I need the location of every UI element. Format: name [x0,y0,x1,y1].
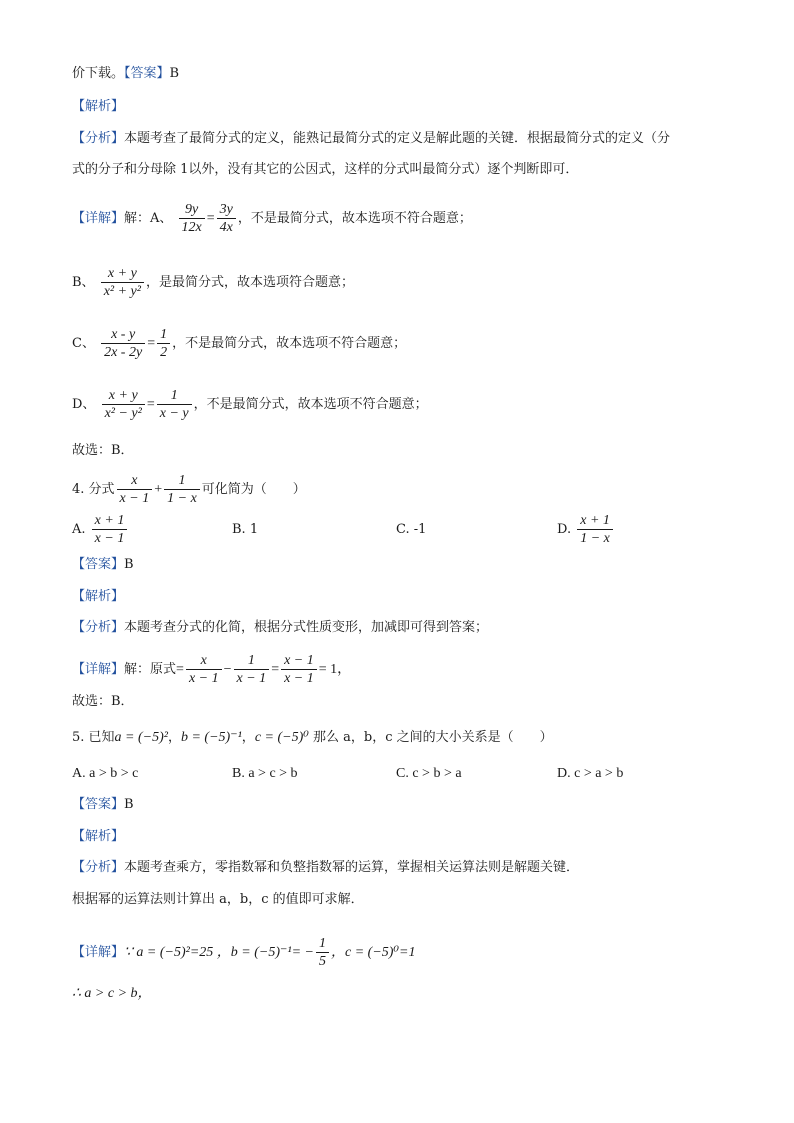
answer-label: 【答案】 [72,557,125,572]
equals: = [147,336,156,351]
q3-option-c-line [72,326,406,361]
frac-den: x − 1 [94,531,125,546]
q3-analysis-text-1: 本题考查了最简分式的定义，能熟记最简分式的定义是解此题的关键．根据最简分式的定义（分 [124,131,671,146]
q3-analysis-line-1 [72,130,670,148]
q4-stem [72,472,306,507]
q5-b-def: b = (−5)⁻¹ [180,730,242,745]
q4-post: 可化简为（ ） [201,482,306,497]
q3-c-text: ，不是最简分式，故本选项不符合题意； [172,336,407,351]
frac-num: 1 [164,472,200,490]
q5-stem: 5. 已知a = (−5)²，b = (−5)⁻¹，c = (−5)⁰ 那么 a，b，c 之间的大小关系是（ ） [72,730,553,745]
q5-option-c: C. c > b > a [396,766,462,781]
q5-answer-value: B [124,797,134,812]
q5-analysis-text-2: 根据幂的运算法则计算出 a，b，c 的值即可求解． [72,892,364,907]
q5-analysis-1 [72,859,579,877]
q3-d-text: ，不是最简分式，故本选项不符合题意； [193,397,428,412]
fenxi-label: 【分析】 [72,620,125,635]
xiangjie-label: 【详解】 [72,662,125,677]
xiangjie-label: 【详解】 [72,211,125,226]
q5-analysis-text-1: 本题考查乘方，零指数幂和负整指数幂的运算，掌握相关运算法则是解题关键． [124,860,580,875]
q4-option-a [72,512,129,547]
frac-num: 9y [179,201,205,219]
fraction [186,652,222,687]
frac-den: 4x [219,220,233,235]
analysis-heading: 【解析】 [72,589,125,604]
frac-num: 1 [316,935,329,953]
fraction [101,326,145,361]
frac-num: 1 [157,387,192,405]
answer-value: B [169,66,180,81]
q5-conclusion: ∴ a > c > b， [72,986,152,1001]
frac-den: x² − y² [104,406,142,421]
xiangjie-label: 【详解】 [72,945,125,960]
q3-b-text: ，是最简分式，故本选项符合题意； [145,275,354,290]
fraction [179,201,205,236]
q5-option-b: B. a > c > b [232,766,298,781]
q5-detail-a-b: ∵ a = (−5)²=25 ，b = (−5)⁻¹= − [124,945,314,960]
frac-num: 1 [234,652,270,670]
frac-num: 1 [157,326,170,344]
continued-text: 价下载。 [72,66,125,81]
frac-den: x − 1 [236,671,267,686]
q4-option-d [557,512,615,547]
equals: = [271,662,280,677]
fraction [117,472,153,507]
q3-b-label: B、 [72,275,95,290]
frac-den: 1 − x [580,531,610,546]
frac-num: x + y [101,265,144,283]
equals: = [176,662,184,677]
frac-num: x + y [102,387,145,405]
fraction [234,652,270,687]
q4-conclusion: 故选：B． [72,694,134,709]
q4-oa-label: A. [72,522,86,537]
q4-answer-value: B [124,557,134,572]
frac-num: 3y [217,201,236,219]
frac-num: x − 1 [281,652,317,670]
fraction [157,387,192,422]
equals: = [206,211,215,226]
q3-option-d-line [72,387,428,422]
q4-option-b: B. 1 [232,522,259,537]
q4-answer [72,556,134,574]
analysis-heading: 【解析】 [72,829,125,844]
q5-a-def: a = (−5)² [114,730,168,745]
fraction [101,265,144,300]
frac-num: x + 1 [92,512,128,530]
q5-option-d: D. c > a > b [557,766,624,781]
frac-den: 2 [160,345,168,360]
q4-result: = 1， [318,662,352,677]
equals: = [146,397,155,412]
answer-label: 【答案】 [124,66,170,81]
q4-jie: 解：原式 [124,662,177,677]
frac-den: x − y [159,406,189,421]
q3-option-b-line [72,265,354,300]
frac-den: 12x [181,220,202,235]
frac-den: 5 [319,954,326,969]
minus-sign: − [223,662,232,677]
q5-answer [72,796,134,814]
analysis-heading: 【解析】 [72,99,125,114]
q5-post: 那么 a，b，c 之间的大小关系是（ ） [308,730,553,745]
q4-analysis-text: 本题考查分式的化简，根据分式性质变形，加减即可得到答案； [124,620,489,635]
answer-label: 【答案】 [72,797,125,812]
q4-analysis [72,619,488,637]
line-1 [72,65,179,83]
frac-num: x - y [101,326,145,344]
frac-den: 1 − x [167,491,197,506]
frac-den: 2x - 2y [104,345,143,360]
fraction [281,652,317,687]
q4-detail [72,652,351,687]
q3-d-label: D、 [72,397,96,412]
frac-num: x [117,472,153,490]
q3-analysis-text-2: 式的分子和分母除 1以外，没有其它的公因式，这样的分式叫最简分式）逐个判断即可． [72,162,579,177]
q5-option-a: A. a > b > c [72,766,139,781]
q3-c-label: C、 [72,336,95,351]
fraction [102,387,145,422]
q4-pre: 4. 分式 [72,482,115,497]
fraction [164,472,200,507]
q4-od-label: D. [557,522,572,537]
frac-num: x [186,652,222,670]
q5-detail-c: ，c = (−5)⁰=1 [331,945,416,960]
q3-a-text: ，不是最简分式，故本选项不符合题意； [237,211,472,226]
q5-pre: 5. 已知 [72,730,115,745]
fenxi-label: 【分析】 [72,860,125,875]
frac-den: x² + y² [103,284,141,299]
fraction [316,935,329,970]
q3-option-a-line [72,201,472,236]
q4-option-c: C. -1 [396,522,427,537]
q5-detail [72,935,416,970]
frac-den: x − 1 [188,671,219,686]
frac-den: x − 1 [284,671,314,686]
fraction [217,201,236,236]
frac-den: x − 1 [119,491,150,506]
fraction [157,326,170,361]
fraction [577,512,613,547]
frac-num: x + 1 [577,512,613,530]
fraction [92,512,128,547]
fenxi-label: 【分析】 [72,131,125,146]
q5-c-def: c = (−5)⁰ [254,730,309,745]
q3-jie: 解：A、 [124,211,173,226]
q3-conclusion: 故选：B． [72,443,134,458]
plus-sign: + [154,482,163,497]
